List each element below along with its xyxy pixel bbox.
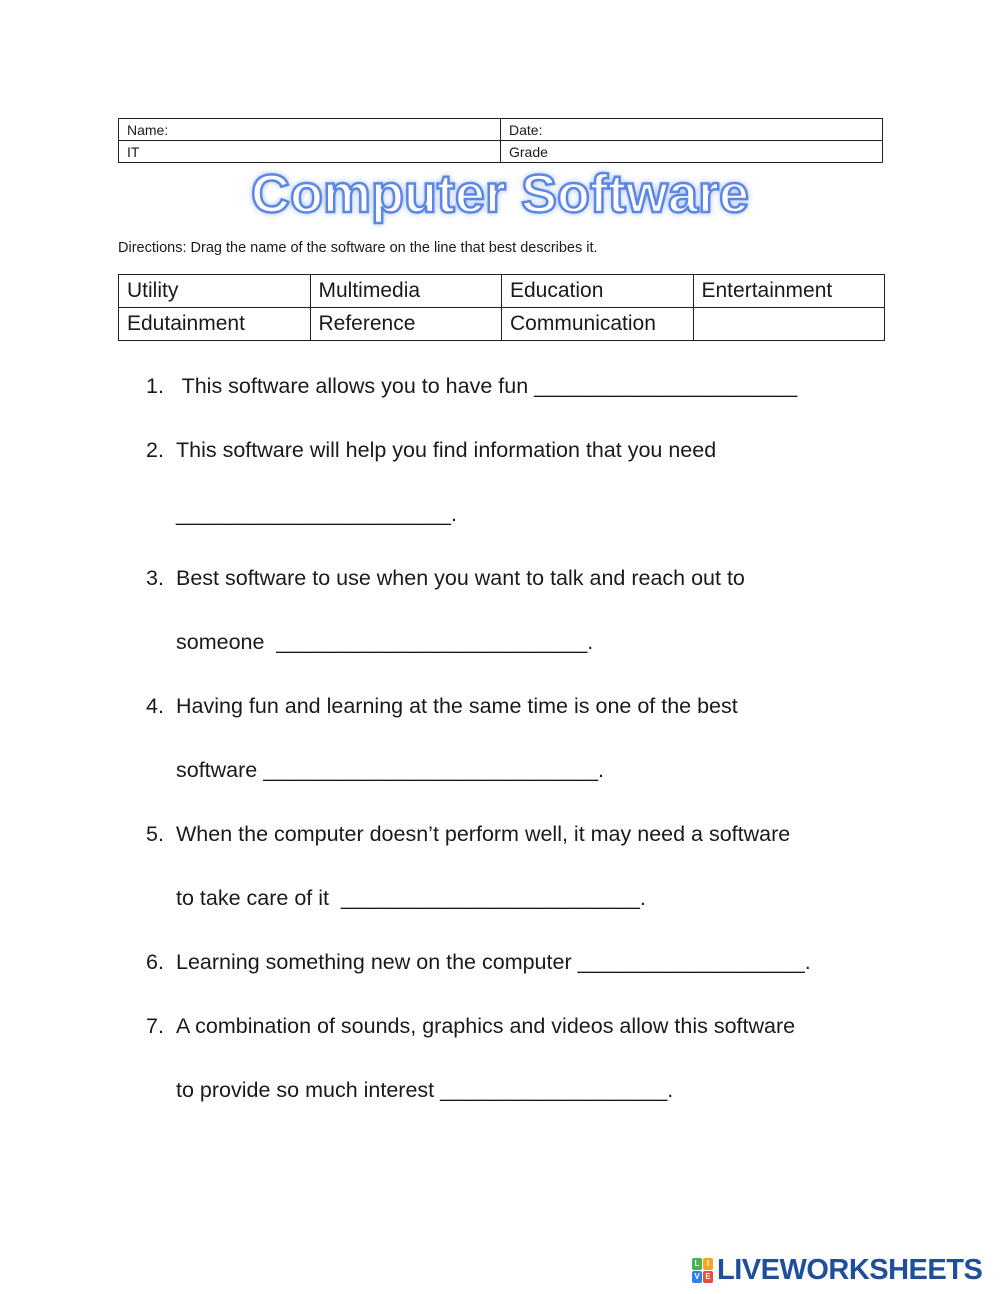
question-3 bbox=[146, 568, 906, 632]
logo-tile: I bbox=[703, 1258, 713, 1270]
question-number: 2. bbox=[146, 438, 164, 462]
question-4 bbox=[146, 696, 906, 760]
word-edutainment[interactable]: Edutainment bbox=[119, 308, 311, 341]
question-number: 6. bbox=[146, 950, 164, 974]
grade-field[interactable] bbox=[501, 141, 883, 163]
word-entertainment[interactable]: Entertainment bbox=[693, 275, 885, 308]
word-education[interactable]: Education bbox=[502, 275, 694, 308]
question-7-answer-line[interactable]: to provide so much interest ___________________. bbox=[176, 1078, 674, 1102]
question-6 bbox=[146, 952, 906, 1016]
question-text[interactable]: This software allows you to have fun ______________________ bbox=[176, 374, 798, 398]
date-label: Date: bbox=[509, 121, 543, 138]
word-empty-cell bbox=[693, 308, 885, 341]
date-field[interactable] bbox=[501, 119, 883, 141]
info-row bbox=[119, 141, 883, 163]
question-text: When the computer doesn’t perform well, it may need a software bbox=[176, 822, 791, 846]
word-communication[interactable]: Communication bbox=[502, 308, 694, 341]
question-text[interactable]: Learning something new on the computer ___________________. bbox=[176, 950, 811, 974]
title-wordart bbox=[190, 162, 810, 232]
word-multimedia[interactable]: Multimedia bbox=[310, 275, 502, 308]
question-4-answer-line[interactable]: software ____________________________. bbox=[176, 758, 605, 782]
name-field[interactable] bbox=[119, 119, 501, 141]
word-reference[interactable]: Reference bbox=[310, 308, 502, 341]
liveworksheets-logo-icon bbox=[692, 1258, 714, 1284]
subject-field bbox=[119, 141, 501, 163]
question-number: 4. bbox=[146, 694, 164, 718]
question-7 bbox=[146, 1016, 906, 1080]
question-number: 1. bbox=[146, 374, 164, 398]
question-text: Having fun and learning at the same time is one of the best bbox=[176, 694, 738, 718]
logo-tile: L bbox=[692, 1258, 702, 1270]
liveworksheets-logo-text: LIVEWORKSHEETS bbox=[717, 1254, 983, 1286]
directions-text: Directions: Drag the name of the software on the line that best describes it. bbox=[118, 240, 598, 256]
word-bank-table bbox=[118, 274, 885, 341]
question-text: Best software to use when you want to talk and reach out to bbox=[176, 566, 745, 590]
question-number: 3. bbox=[146, 566, 164, 590]
question-3-answer-line[interactable]: someone __________________________. bbox=[176, 630, 594, 654]
logo-tile: V bbox=[692, 1271, 702, 1283]
question-5-answer-line[interactable]: to take care of it _________________________. bbox=[176, 886, 646, 910]
student-info-table bbox=[118, 118, 883, 163]
question-5 bbox=[146, 824, 906, 888]
logo-tile: E bbox=[703, 1271, 713, 1283]
grade-label: Grade bbox=[509, 143, 548, 160]
question-text: A combination of sounds, graphics and videos allow this software bbox=[176, 1014, 796, 1038]
liveworksheets-logo bbox=[692, 1254, 982, 1287]
question-number: 7. bbox=[146, 1014, 164, 1038]
name-label: Name: bbox=[127, 121, 169, 138]
question-text: This software will help you find information that you need bbox=[176, 438, 717, 462]
question-2 bbox=[146, 440, 906, 504]
worksheet-title bbox=[0, 162, 1000, 232]
question-1 bbox=[146, 376, 906, 440]
word-utility[interactable]: Utility bbox=[119, 275, 311, 308]
subject-label: IT bbox=[127, 143, 140, 160]
word-bank-row bbox=[119, 308, 885, 341]
question-list bbox=[146, 376, 906, 1144]
word-bank-row bbox=[119, 275, 885, 308]
question-2-answer-line[interactable]: _______________________. bbox=[176, 502, 457, 526]
info-row bbox=[119, 119, 883, 141]
question-number: 5. bbox=[146, 822, 164, 846]
title-text: Computer Software bbox=[250, 164, 750, 224]
